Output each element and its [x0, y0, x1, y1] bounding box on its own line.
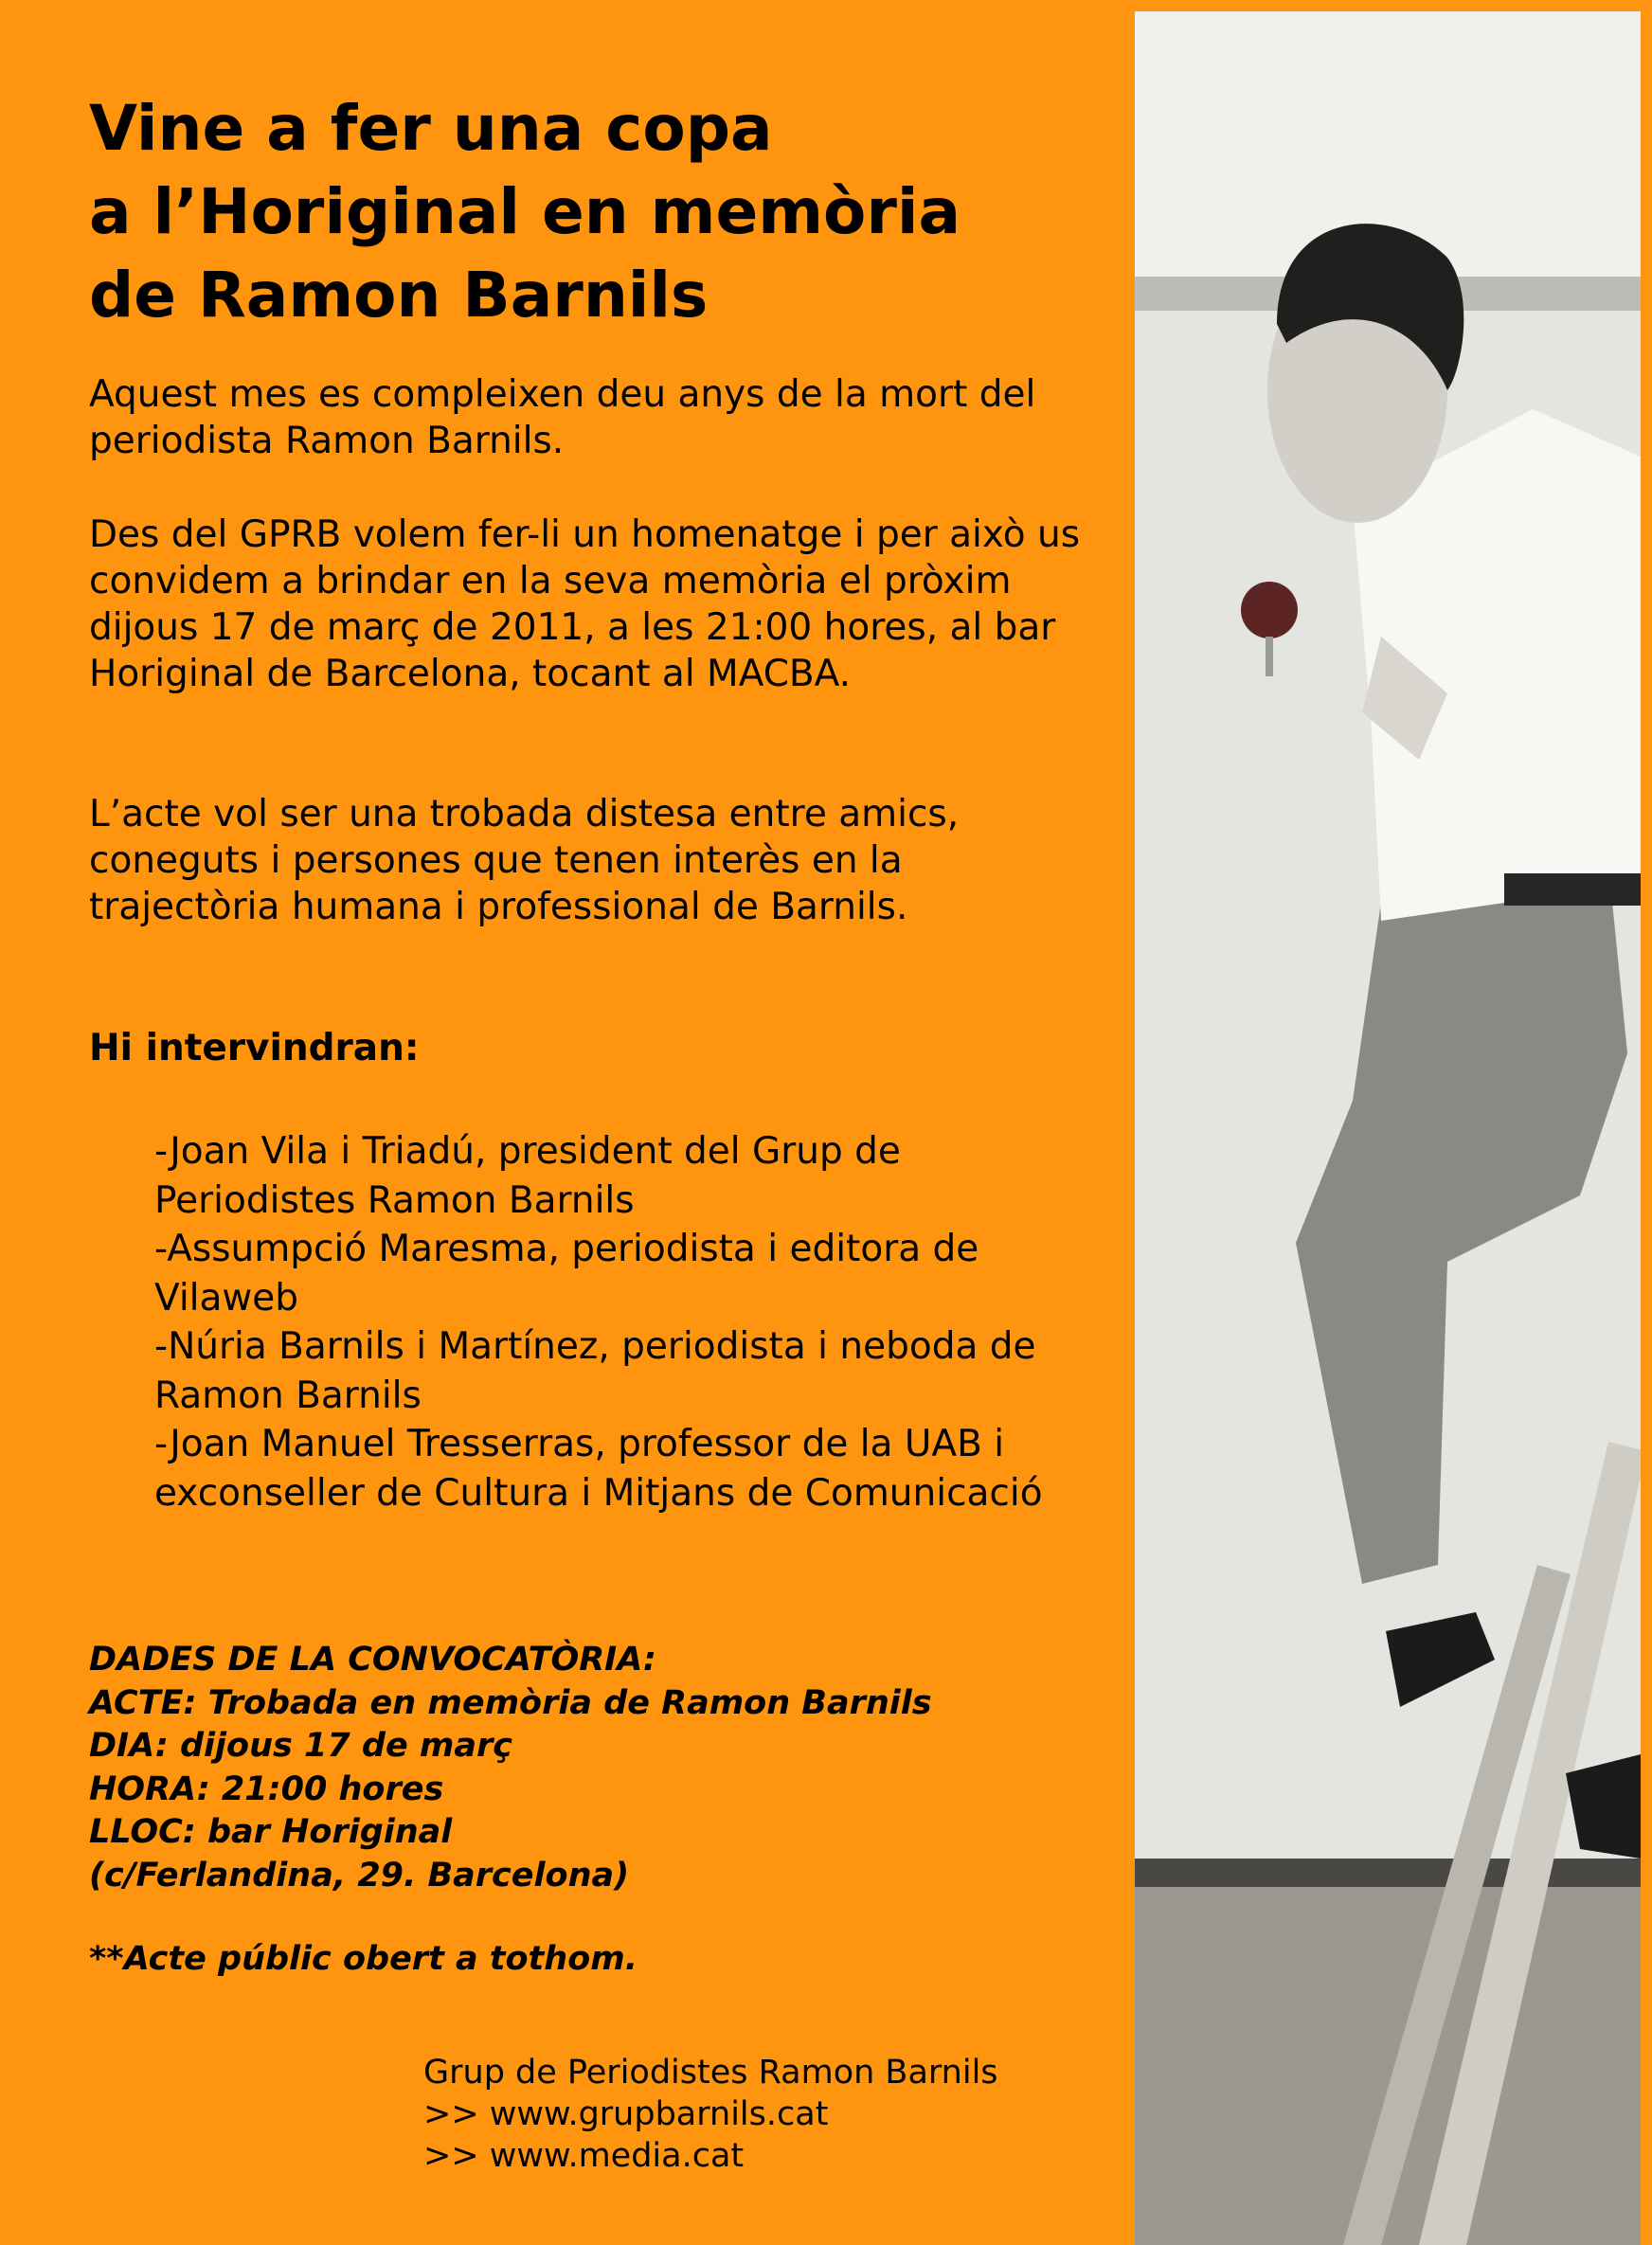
intro-paragraph-1: Aquest mes es compleixen deu anys de la mort del periodista Ramon Barnils. — [89, 373, 1036, 462]
footer-organization: Grup de Periodistes Ramon Barnils — [423, 2054, 998, 2092]
speaker-item: -Joan Manuel Tresserras, professor de la UAB i exconseller de Cultura i Mitjans de Comunicació — [154, 1423, 1043, 1515]
details-lloc: LLOC: bar Horiginal — [89, 1813, 453, 1851]
poster-title — [89, 87, 1093, 337]
details-dia: DIA: dijous 17 de març — [89, 1727, 512, 1765]
speakers-heading: Hi intervindran: — [89, 1027, 420, 1069]
details-hora: HORA: 21:00 hores — [89, 1769, 444, 1808]
ramon-barnils-photo — [1135, 11, 1641, 2245]
title-line-1: Vine a fer una copa — [89, 92, 773, 165]
details-address: (c/Ferlandina, 29. Barcelona) — [89, 1856, 630, 1895]
photo-belt — [1504, 873, 1641, 906]
speakers-list — [154, 1127, 1054, 1518]
intro-paragraph-3: L’acte vol ser una trobada distesa entre amics, coneguts i persones que tenen interès en la trajectòria humana i professional de Barnils. — [89, 793, 960, 928]
footer-link-media[interactable]: >> www.media.cat — [423, 2137, 745, 2175]
speaker-item: -Núria Barnils i Martínez, periodista i neboda de Ramon Barnils — [154, 1325, 1036, 1417]
footer — [423, 2052, 998, 2177]
footer-link-grupbarnils[interactable]: >> www.grupbarnils.cat — [423, 2095, 829, 2133]
photo-floor-edge — [1135, 1859, 1641, 1887]
title-line-3: de Ramon Barnils — [89, 259, 709, 332]
details-heading: DADES DE LA CONVOCATÒRIA: — [89, 1641, 656, 1679]
photo-wine-glass — [1241, 582, 1298, 638]
speaker-item: -Joan Vila i Triadú, president del Grup de Periodistes Ramon Barnils — [154, 1130, 901, 1222]
photo-glass-stem — [1266, 637, 1273, 676]
event-details — [89, 1639, 932, 1897]
public-note: **Acte públic obert a tothom. — [89, 1940, 638, 1978]
intro-paragraph-2: Des del GPRB volem fer-li un homenatge i per això us convidem a brindar en la seva memòria el pròxim dijous 17 de març de 2011, a les 21:00 hores, al bar Horiginal de Barcelona, tocant al MACBA. — [89, 513, 1081, 695]
details-acte: ACTE: Trobada en memòria de Ramon Barnils — [89, 1683, 932, 1722]
title-line-2: a l’Horiginal en memòria — [89, 175, 961, 248]
speaker-item: -Assumpció Maresma, periodista i editora de Vilaweb — [154, 1228, 979, 1320]
